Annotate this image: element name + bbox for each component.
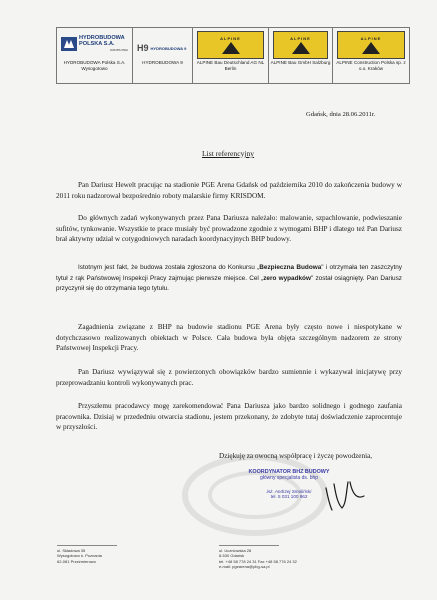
letterhead-cell-alpine-salzburg	[269, 28, 333, 83]
paragraph: Do głównych zadań wykonywanych przez Pana Dariusza należało: malowanie, szpachlowanie, podwieszanie sufitów, tynkowanie. Wszystkie te prace musiały być prowadzone zgodnie z wymogami BHP i dlatego też Pan Dariusz brał aktywny udział w cotygodniowych naradach koordynacyjnych BHP budowy.	[56, 214, 402, 244]
stamp-line: inż. Andrzej Smoliński	[266, 489, 312, 494]
alpine-logo	[337, 31, 405, 59]
emphasis-text: zero wypadków	[263, 274, 311, 282]
letterhead-cell-alpine-krakow	[333, 28, 409, 83]
letterhead-caption: ALPINE Construction Polska sp. z o.o. Kraków	[336, 60, 406, 71]
paragraph: Pan Dariusz Hewelt pracując na stadionie PGE Arena Gdańsk od października 2010 do zakończenia budowy w 2011 roku nadzorował bezpośrednio roboty malarskie firmy KRISDOM.	[56, 181, 402, 200]
footer-divider	[57, 545, 117, 546]
hydrobudowa-logo-sub: GRUPA PBG	[110, 48, 128, 52]
stamp-line: główny specjalista ds. bhp	[259, 475, 319, 481]
footer-divider	[219, 545, 279, 546]
letterhead-cell-alpine-berlin	[193, 28, 269, 83]
letterhead-caption: ALPINE Bau GmbH Salzburg	[270, 60, 331, 65]
letterhead-cell-hydrobudowa-polska	[57, 28, 133, 83]
footer-address-right: ul. Uczniowska 28 8-530 Gdańsk tel. +48 58 778 24 31 Fax +48 58 776 24 32 e-mail: pgearena@pbg-sa.pl	[219, 548, 297, 570]
hydrobudowa-logo-text: HYDROBUDOWA POLSKA S.A.	[79, 35, 125, 47]
emphasis-text: Bezpieczna Budowa	[259, 264, 322, 271]
h9-mark-icon: H9	[137, 43, 149, 53]
letterhead-caption: ALPINE Bau Deutschland AG NL Berlin	[196, 60, 265, 71]
alpine-mountain-icon	[362, 42, 380, 54]
alpine-mountain-icon	[222, 42, 240, 54]
letterhead-caption: HYDROBUDOWA 9	[142, 60, 183, 65]
letterhead-cell-hydrobudowa-9	[133, 28, 193, 83]
paragraph: Istotnym jest fakt, że budowa została zgłoszona do Konkursu „Bezpieczna Budowa" i otrzymała ten zaszczytny tytuł z rąk Państwowej Inspekcji Pracy zajmując pierwsze miejsce. Cel „zero wypadków" został osiągnięty. Pan Dariusz przyczynił się do otrzymania tego tytułu.	[56, 264, 403, 293]
hydrobudowa-9-logo	[137, 31, 188, 61]
letterhead-caption: HYDROBUDOWA Polska S.A. Wysogotowo	[63, 60, 126, 71]
alpine-logo	[273, 31, 328, 59]
stamp-line: tel. 5 031 100 962	[270, 494, 308, 499]
letterhead	[56, 27, 410, 84]
hydrobudowa-mark-icon	[61, 37, 77, 51]
paragraph: Zagadnienia związane z BHP na budowie stadionu PGE Arena były często nowe i niespotykane w dotychczasowo realizowanych obiektach w Polsce. Cała budowa była objęta szczególnym nadzorem ze strony Państwowej Inspekcji Pracy.	[56, 323, 402, 353]
hydrobudowa-polska-logo	[61, 31, 128, 57]
closing-line: Dziękuję za owocną współpracę i życzę powodzenia,	[219, 452, 373, 460]
footer-address-left: ul. Składowa 35 Wysogotowo k. Poznania 62-081 Przeźmierowo	[57, 548, 102, 564]
handwritten-signature	[320, 474, 376, 514]
alpine-logo-text: ALPINE	[290, 36, 311, 41]
alpine-logo	[197, 31, 264, 59]
alpine-logo-text: ALPINE	[220, 36, 241, 41]
alpine-logo-text: ALPINE	[360, 36, 382, 41]
alpine-mountain-icon	[292, 42, 310, 54]
letter-date: Gdańsk, dnia 28.06.2011r.	[306, 111, 376, 118]
stamp-line: KOORDYNATOR BHZ BUDOWY	[248, 469, 330, 475]
letter-title: List referencyjny	[202, 149, 255, 158]
h9-logo-text: HYDROBUDOWA 9	[150, 45, 187, 51]
paragraph: Przyszłemu pracodawcy mogę zarekomendować Pana Dariusza jako bardzo solidnego i godnego zaufania pracownika. Dzisiaj w przededniu otwarcia stadionu, jestem przekonany, że zdobyte tutaj doświadczenie zaprocentuje w przyszłości.	[56, 402, 402, 432]
paragraph: Pan Dariusz wywiązywał się z powierzonych obowiązków bardzo sumiennie i wykazywał inicjatywę przy przeprowadzaniu kontroli wykonywanych prac.	[56, 368, 402, 387]
